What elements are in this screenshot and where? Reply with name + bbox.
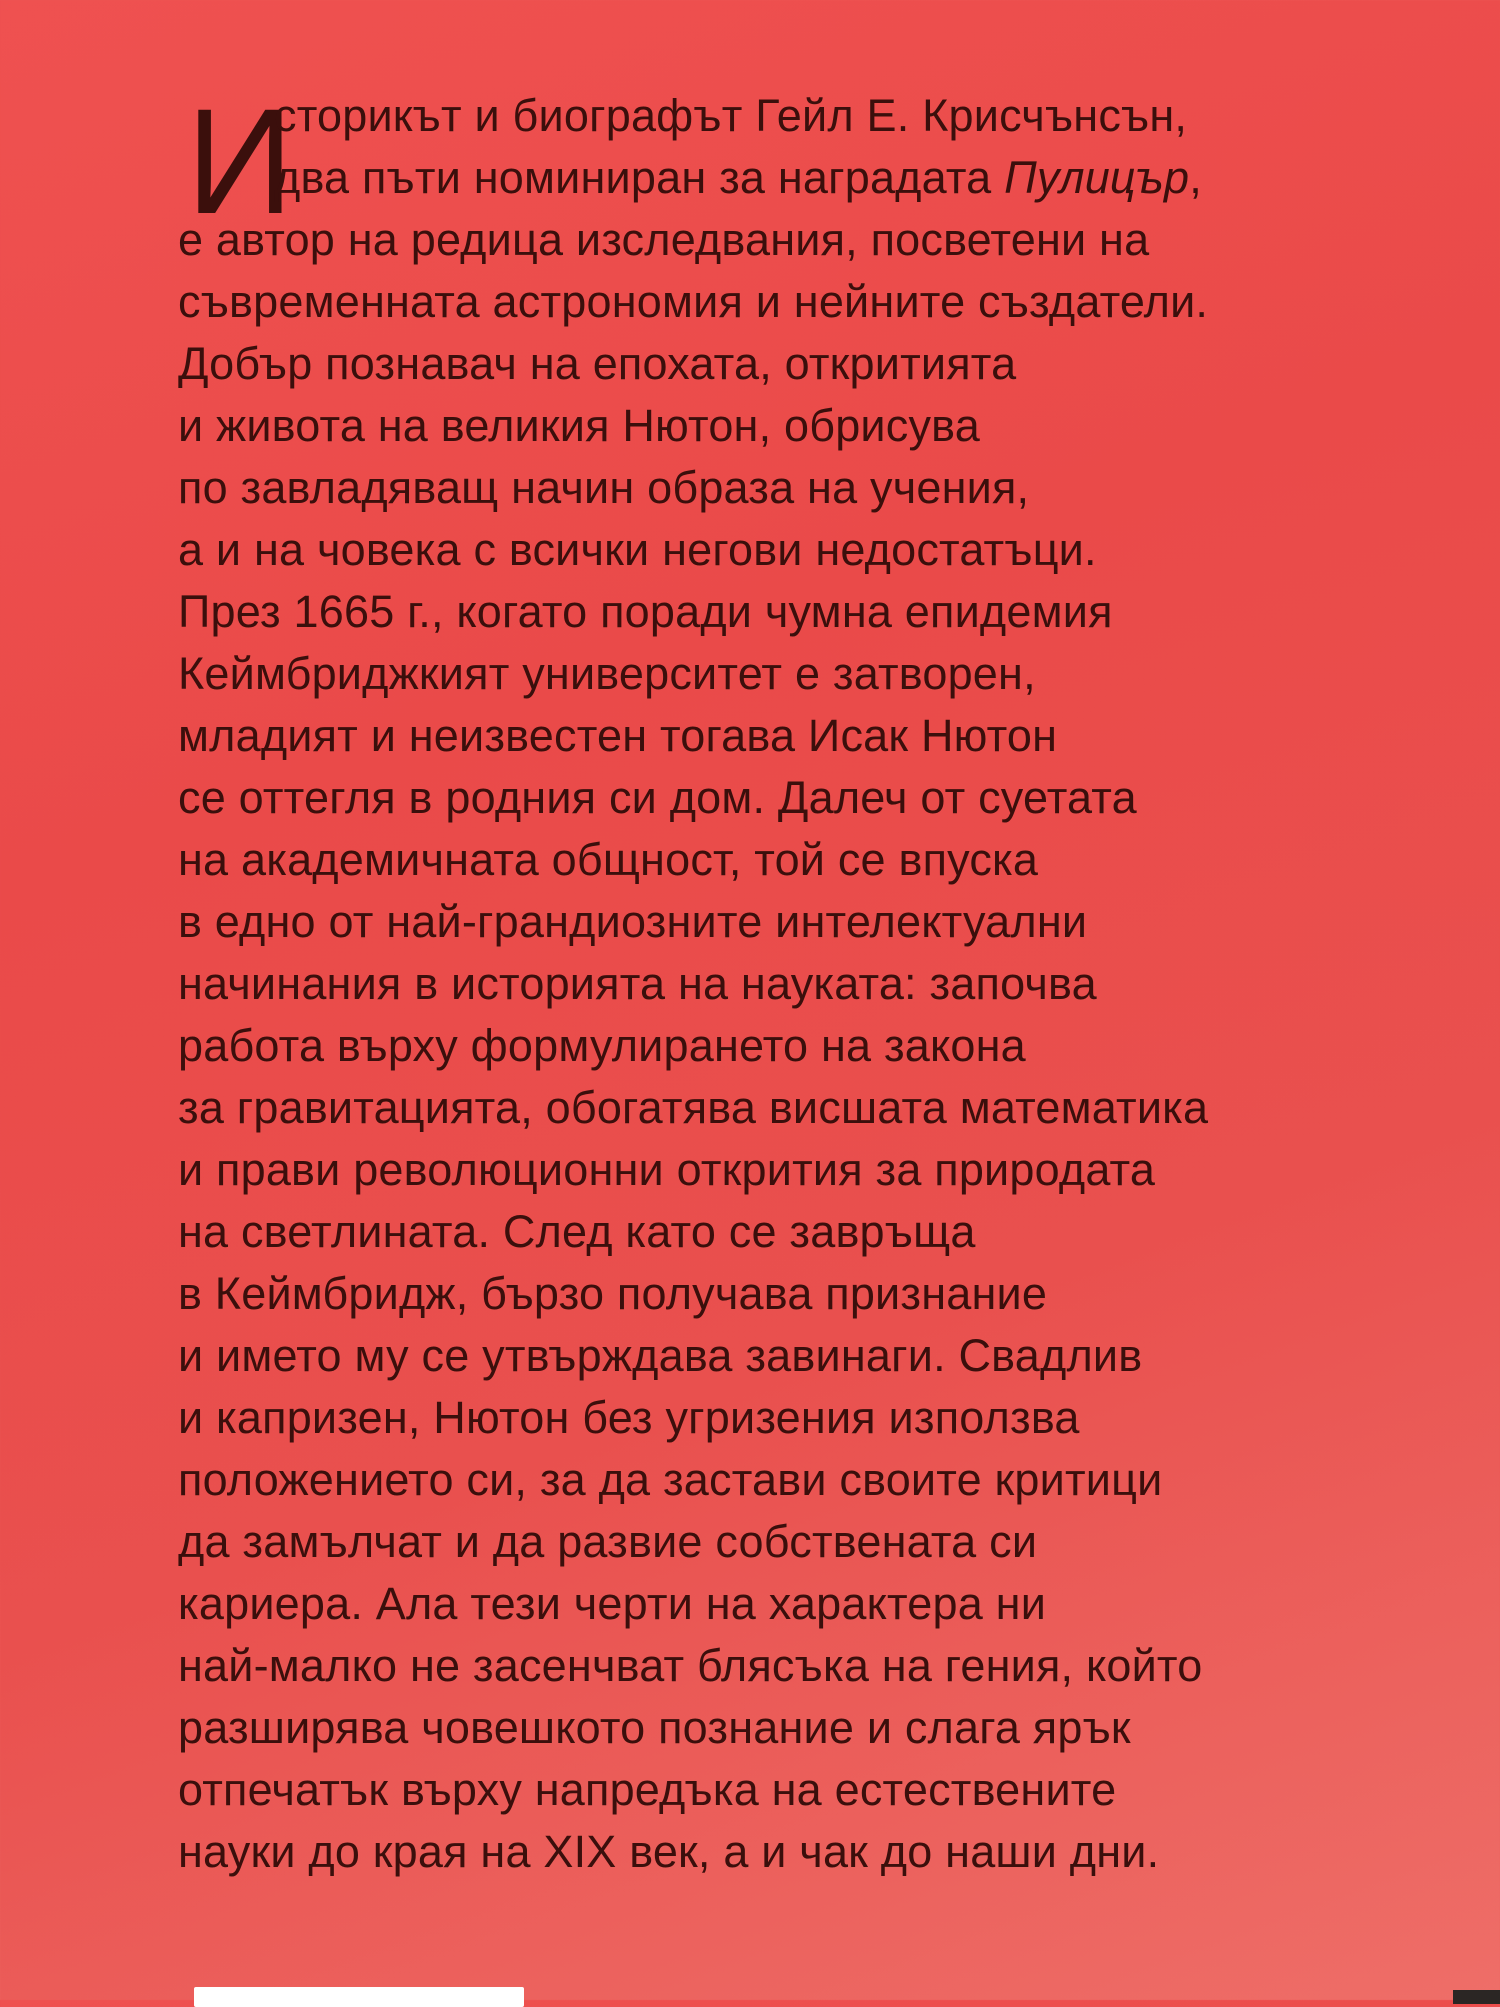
blurb-line-14: в едно от най-грандиозните интелектуални	[178, 896, 1088, 947]
blurb-line-13: на академичната общност, той се впуска	[178, 834, 1039, 885]
blurb-line-7: по завладяващ начин образа на учения,	[178, 462, 1030, 513]
blurb-line-26: най-малко не засенчват блясъка на гения, който	[178, 1640, 1203, 1691]
blurb-line-29: науки до края на XIX век, а и чак до наши дни.	[178, 1826, 1160, 1877]
blurb-line-8: а и на човека с всички негови недостатъци.	[178, 524, 1097, 575]
blurb-line-5: Добър познавач на епохата, откритията	[178, 338, 1017, 389]
blurb-line-19: на светлината. След като се завръща	[178, 1206, 976, 1257]
blurb-line-21: и името му се утвърждава завинаги. Свадлив	[178, 1330, 1143, 1381]
blurb-line-2: два пъти номиниран за наградата Пулицър,	[274, 152, 1202, 203]
pulitzer-italic: Пулицър	[1004, 152, 1190, 203]
blurb-line-25: кариера. Ала тези черти на характера ни	[178, 1578, 1047, 1629]
blurb-line-17: за гравитацията, обогатява висшата математика	[178, 1082, 1209, 1133]
blurb-line-28: отпечатък върху напредъка на естествените	[178, 1764, 1117, 1815]
blurb-line-22: и капризен, Нютон без угризения използва	[178, 1392, 1080, 1443]
blurb-line-15: начинания в историята на науката: започва	[178, 958, 1097, 1009]
blurb-line-1: сторикът и биографът Гейл Е. Крисчънсън,	[274, 90, 1188, 141]
barcode-sticker-edge	[194, 1987, 524, 2007]
blurb-line-4: съвременната астрономия и нейните създатели.	[178, 276, 1209, 327]
blurb-line-10: Кеймбриджкият университет е затворен,	[178, 648, 1036, 699]
blurb-line-20: в Кеймбридж, бързо получава признание	[178, 1268, 1048, 1319]
blurb-line-27: разширява човешкото познание и слага ярък	[178, 1702, 1131, 1753]
blurb-line-6: и живота на великия Нютон, обрисува	[178, 400, 980, 451]
drop-cap: И	[186, 77, 295, 245]
dark-label-edge	[1453, 1990, 1500, 2004]
blurb-line-24: да замълчат и да развие собствената си	[178, 1516, 1038, 1567]
blurb-line-12: се оттегля в родния си дом. Далеч от суетата	[178, 772, 1137, 823]
blurb-line-11: младият и неизвестен тогава Исак Нютон	[178, 710, 1058, 761]
blurb-line-9: През 1665 г., когато поради чумна епидемия	[178, 586, 1113, 637]
blurb-line-3: е автор на редица изследвания, посветени на	[178, 214, 1150, 265]
blurb-line-23: положението си, за да застави своите критици	[178, 1454, 1163, 1505]
blurb-line-18: и прави революционни открития за природата	[178, 1144, 1156, 1195]
blurb-line-16: работа върху формулирането на закона	[178, 1020, 1026, 1071]
